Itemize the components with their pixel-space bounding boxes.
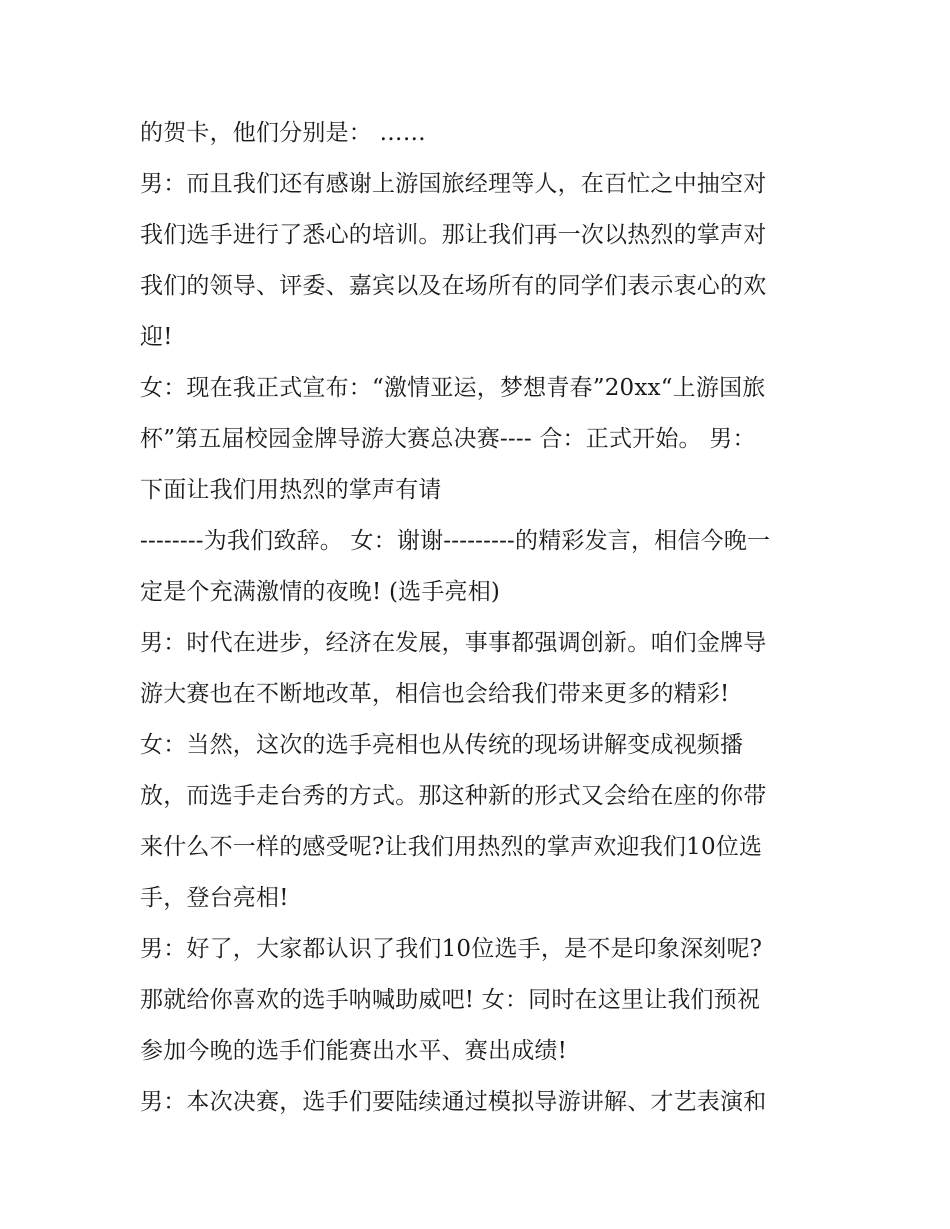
text-line: 女：当然，这次的选手亮相也从传统的现场讲解变成视频播 [140, 732, 744, 758]
text-line: 男：好了，大家都认识了我们10位选手，是不是印象深刻呢? [140, 936, 763, 962]
text-line: 来什么不一样的感受呢?让我们用热烈的掌声欢迎我们10位选 [140, 834, 763, 860]
text-line: 那就给你喜欢的选手呐喊助威吧! 女：同时在这里让我们预祝 [140, 987, 761, 1013]
text-line: 游大赛也在不断地改革，相信也会给我们带来更多的精彩! [140, 681, 730, 707]
text-line: 参加今晚的选手们能赛出水平、赛出成绩! [140, 1038, 568, 1064]
text-line: 定是个充满激情的夜晚! (选手亮相) [140, 579, 501, 605]
text-line: 女：现在我正式宣布：“激情亚运，梦想青春”20xx“上游国旅 [140, 375, 766, 401]
text-line: 放，而选手走台秀的方式。那这种新的形式又会给在座的你带 [140, 783, 767, 809]
text-line: 我们选手进行了悉心的培训。那让我们再一次以热烈的掌声对 [140, 222, 767, 248]
text-line: 下面让我们用热烈的掌声有请 [140, 477, 442, 503]
text-line: --------为我们致辞。 女：谢谢---------的精彩发言，相信今晚一 [140, 528, 771, 554]
text-line: 手，登台亮相! [140, 885, 289, 911]
text-line: 我们的领导、评委、嘉宾以及在场所有的同学们表示衷心的欢 [140, 273, 767, 299]
text-line: 男：时代在进步，经济在发展，事事都强调创新。咱们金牌导 [140, 630, 767, 656]
text-line: 杯”第五届校园金牌导游大赛总决赛---- 合：正式开始。 男： [140, 426, 756, 452]
document-page [140, 108, 820, 1128]
text-line: 迎! [140, 324, 173, 350]
text-line: 的贺卡，他们分别是： …… [140, 120, 426, 146]
text-line: 男：而且我们还有感谢上游国旅经理等人，在百忙之中抽空对 [140, 171, 767, 197]
text-line: 男：本次决赛，选手们要陆续通过模拟导游讲解、才艺表演和 [140, 1089, 767, 1115]
